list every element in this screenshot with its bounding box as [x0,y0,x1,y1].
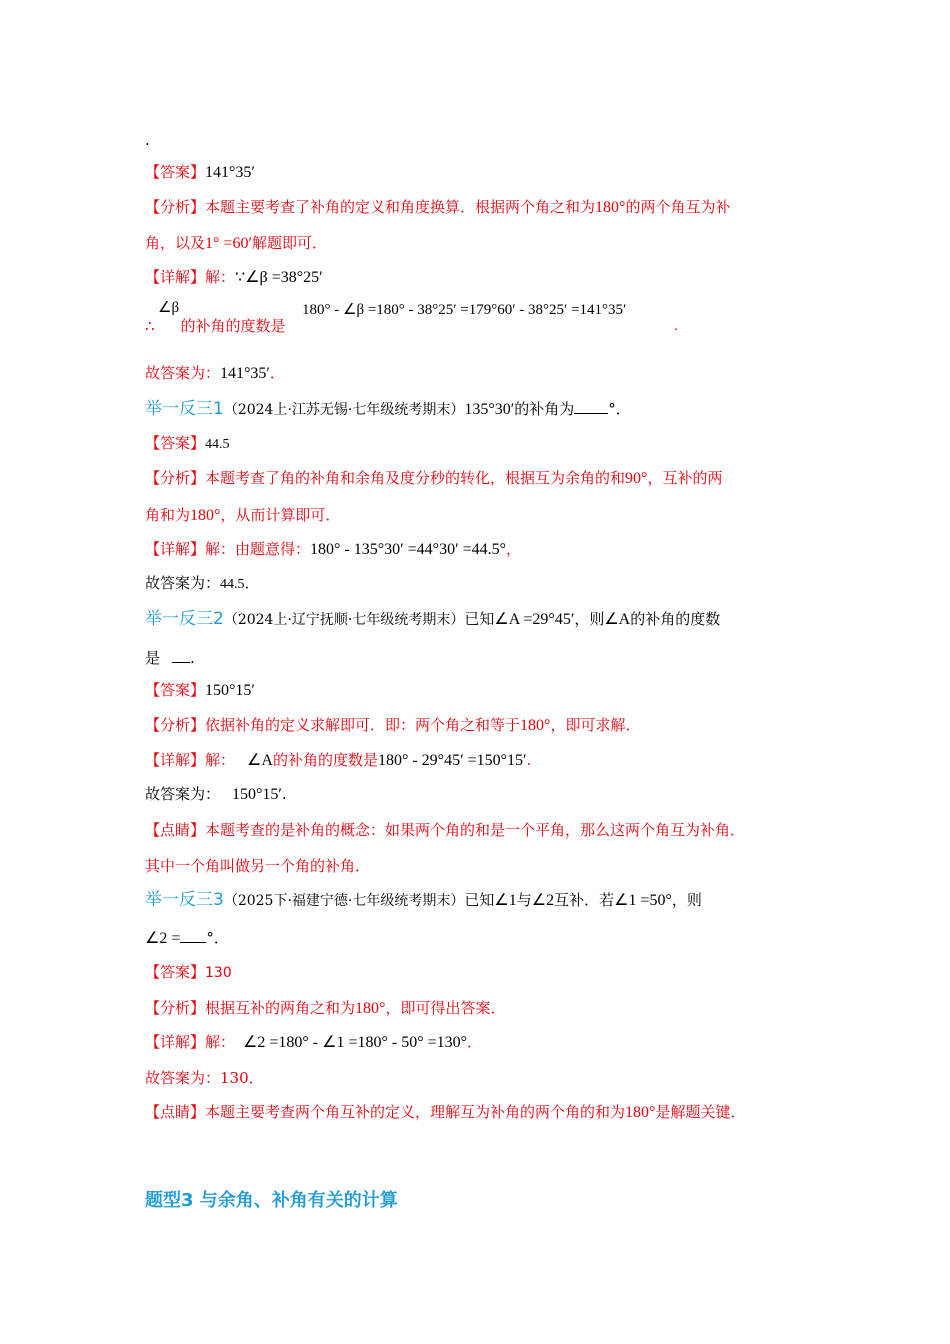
detail-math: ∠A [247,752,273,769]
note-line [145,1102,745,1123]
analysis-math: 1° =60′ [205,235,252,252]
answer-value: 150°15′ [205,682,255,699]
detail-math: ∠2 =180° - ∠1 =180° - 50° =130° [243,1034,468,1051]
question-text: 的补角的度数 [630,610,721,628]
answer-blank[interactable] [574,397,608,414]
final-answer-line [145,784,287,805]
note-line-2: 其中一个角叫做另一个角的补角． [145,857,371,875]
question-math: ∠2 [531,892,555,909]
question-math: 135°30′ [464,401,515,418]
therefore-symbol: ∴ [145,317,155,335]
note-tag: 【点睛】 [145,821,206,839]
final-math: 141°35′ [220,365,270,382]
analysis-tag: 【分析】 [145,716,206,734]
question-math: ∠1 [494,892,517,909]
leading-dot: . [145,131,150,149]
note-text: 本题考查的是补角的概念：如果两个角的和是一个平角，那么这两个角互为补角． [205,821,746,839]
detail-tag: 【详解】 [145,268,206,286]
analysis-math: 90° [625,470,648,487]
answer-tag: 【答案】 [145,163,206,181]
question-text: ，则 [671,891,702,909]
detail-text: ． [467,1033,483,1051]
final-text: ． [269,364,285,382]
question-text: 的补角为 [514,400,575,418]
question-text: °． [206,929,229,947]
analysis-text: ，即可求解． [550,716,641,734]
detail-math: ∵∠β =38°25′ [235,269,323,286]
final-text: ． [244,574,260,592]
detail-text: 的补角的度数是 [272,751,378,769]
analysis-text: ，即可得出答案． [385,999,506,1017]
analysis-math: 180° [190,507,221,524]
analysis-math: 180° [520,717,551,734]
detail-text: 解： [205,751,236,769]
final-math: 44.5 [220,577,245,592]
analysis-tag: 【分析】 [145,469,206,487]
answer-tag: 【答案】 [145,434,206,452]
detail-line [145,1032,482,1053]
answer-line [145,962,232,983]
detail-tag: 【详解】 [145,1033,206,1051]
question-math: ∠1 =50° [614,892,672,909]
question-label: 举一反三2 [145,609,224,629]
detail-text: 解：由题意得： [205,540,311,558]
analysis-line [145,998,505,1019]
question-2 [145,609,720,630]
answer-value: 141°35′ [205,164,255,181]
question-source: （2024上·江苏无锡·七年级统考期末） [223,402,465,418]
answer-value: 44.5 [205,437,230,452]
detail-equation: 180° - ∠β =180° - 38°25′ =179°60′ - 38°25′ =141°35′ [302,302,627,318]
question-text: °． [608,400,631,418]
question-text: 是 [145,649,161,667]
note-tag: 【点睛】 [145,1103,206,1121]
analysis-text: 解题即可． [251,234,327,252]
analysis-text: 角，以及 [145,234,206,252]
detail-tag: 【详解】 [145,751,206,769]
answer-tag: 【答案】 [145,681,206,699]
analysis-line-1 [145,197,730,218]
question-math: ∠A =29°45′ [494,611,575,628]
note-math: 180° [625,1104,656,1121]
question-text: . [190,649,195,667]
analysis-text: ，互补的两 [647,469,723,487]
question-text: 与 [516,891,532,909]
final-text: 故答案为： [145,785,221,803]
question-2-cont [145,646,195,668]
question-1 [145,397,631,420]
analysis-tag: 【分析】 [145,198,206,216]
final-text: . [281,785,287,803]
answer-line [145,433,230,455]
detail-text: . [526,751,532,769]
detail-math: 180° - 29°45′ =150°15′ [377,752,527,769]
detail-text: ， [506,540,522,558]
note-text: 本题主要考查两个角互补的定义，理解互为补角的两个角的和为 [205,1103,626,1121]
analysis-math: 180° [355,1000,386,1017]
analysis-text: ，从而计算即可． [220,506,341,524]
beta-symbol: ∠β [158,300,180,316]
analysis-text: 角和为 [145,506,191,524]
analysis-text: 的两个角互为补 [625,198,731,216]
analysis-line-2 [145,505,340,526]
detail-line-2 [145,316,286,336]
analysis-text: 本题主要考查了补角的定义和角度换算．根据两个角之和为 [205,198,596,216]
question-text: 互补．若 [554,891,615,909]
question-text: ，则 [574,610,605,628]
final-text: 故答案为： [145,574,221,592]
final-text: 故答案为： [145,364,221,382]
question-label: 举一反三3 [145,890,224,910]
answer-value: 130 [205,965,232,981]
detail-text: 解： [205,1033,236,1051]
question-3-cont [145,926,229,949]
analysis-text: 本题考查了角的补角和余角及度分秒的转化，根据互为余角的和 [205,469,626,487]
detail-line [145,750,531,771]
question-label: 举一反三1 [145,399,224,419]
question-3 [145,890,702,911]
final-answer-line [145,573,260,595]
note-text: 是解题关键． [655,1103,746,1121]
analysis-line-1 [145,468,722,489]
note-line-1 [145,820,745,840]
question-text: 已知 [464,610,495,628]
analysis-math: 180° [595,199,626,216]
analysis-line [145,715,640,736]
final-answer-line: 故答案为：130． [145,1069,264,1087]
answer-line [145,680,255,701]
analysis-line-2 [145,233,327,254]
question-math: ∠2 = [145,930,181,947]
detail-text: 的补角的度数是 [180,317,286,335]
question-text: 已知 [464,891,495,909]
analysis-text: 依据补角的定义求解即可．即：两个角之和等于 [205,716,521,734]
final-math: 150°15′ [232,786,282,803]
question-source: （2024上·辽宁抚顺·七年级统考期末） [223,612,465,628]
answer-line [145,162,255,183]
detail-period: . [674,318,678,334]
detail-line [145,539,521,560]
answer-blank[interactable] [180,926,206,943]
detail-line-1 [145,267,323,288]
detail-tag: 【详解】 [145,540,206,558]
question-source: （2025下·福建宁德·七年级统考期末） [223,893,465,909]
analysis-text: 根据互补的两角之和为 [205,999,356,1017]
final-answer-line [145,363,285,384]
detail-math: 180° - 135°30′ =44°30′ =44.5° [310,541,506,558]
section-heading: 题型3 与余角、补角有关的计算 [145,1190,398,1211]
question-math: ∠A [604,611,631,628]
answer-tag: 【答案】 [145,963,206,981]
answer-blank[interactable] [172,646,190,663]
detail-text: 解： [205,268,236,286]
analysis-tag: 【分析】 [145,999,206,1017]
